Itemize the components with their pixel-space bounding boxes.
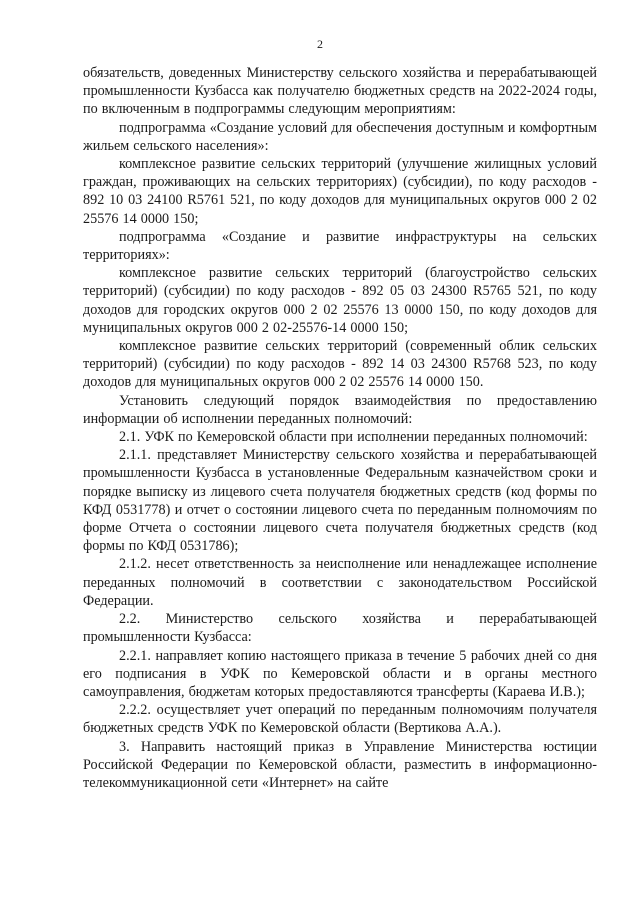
paragraph-2-2-1: 2.2.1. направляет копию настоящего приказа в течение 5 рабочих дней со дня его подписания в УФК по Кемеровской области и в органы местного самоуправления, бюджетам которых предоставляются трансферты (Караева И.В.);	[83, 647, 597, 700]
paragraph-2-2-2: 2.2.2. осуществляет учет операций по переданным полномочиям получателя бюджетных средств УФК по Кемеровской области (Вертикова А.А.).	[83, 702, 597, 737]
page-number: 2	[317, 37, 323, 51]
paragraph-subprogram-infrastructure: подпрограмма «Создание и развитие инфраструктуры на сельских территориях»:	[83, 228, 597, 264]
paragraph-landscaping: комплексное развитие сельских территорий (благоустройство сельских территорий) (субсидии) по коду расходов - 892 05 03 24300 R5765 521, по коду доходов для городских округов 000 2 02 25576 13 0000 150, по коду доходов для муниципальных округов 000 2 02-25576-14 0000 150;	[83, 265, 597, 336]
paragraph-housing-conditions: комплексное развитие сельских территорий (улучшение жилищных условий граждан, проживающих на сельских территориях) (субсидии), по коду расходов - 892 10 03 24100 R5761 521, по коду доходов для муниципальных округов 000 2 02 25576 14 0000 150;	[83, 156, 597, 227]
document-body	[83, 64, 597, 792]
paragraph-2-1-2: 2.1.2. несет ответственность за неисполнение или ненадлежащее исполнение переданных полномочий в соответствии с законодательством Российской Федерации.	[83, 556, 597, 609]
paragraph-3: 3. Направить настоящий приказ в Управление Министерства юстиции Российской Федерации по Кемеровской области, разместить в информационно-телекоммуникационной сети «Интернет» на сайте	[83, 738, 597, 791]
paragraph-subprogram-housing: подпрограмма «Создание условий для обеспечения доступным и комфортным жильем сельского населения»:	[83, 119, 597, 154]
paragraph-2-1: 2.1. УФК по Кемеровской области при исполнении переданных полномочий:	[119, 429, 588, 446]
paragraph-2-1-1: 2.1.1. представляет Министерству сельского хозяйства и перерабатывающей промышленности Кузбасса в установленные Федеральным казначейством сроки и порядке выписку из лицевого счета получателя бюджетных средств (код формы по КФД 0531778) и отчет о состоянии лицевого счета по переданным полномочиям по форме Отчета о состоянии лицевого счета получателя бюджетных средств (код формы по КФД 0531786);	[83, 447, 597, 555]
paragraph-interaction-procedure: Установить следующий порядок взаимодействия по предоставлению информации об исполнении переданных полномочий:	[83, 392, 597, 427]
paragraph-2-2: 2.2. Министерство сельского хозяйства и перерабатывающей промышленности Кузбасса:	[83, 611, 597, 646]
paragraph-obligations: обязательств, доведенных Министерству сельского хозяйства и перерабатывающей промышленности Кузбасса как получателю бюджетных средств на 2022-2024 годы, по включенным в подпрограммы следующим мероприятиям:	[83, 65, 597, 118]
paragraph-modern-appearance: комплексное развитие сельских территорий (современный облик сельских территорий) (субсидии) по коду расходов - 892 14 03 24300 R5768 523, по коду доходов для муниципальных округов 000 2 02 25576 14 0000 150.	[83, 338, 597, 391]
